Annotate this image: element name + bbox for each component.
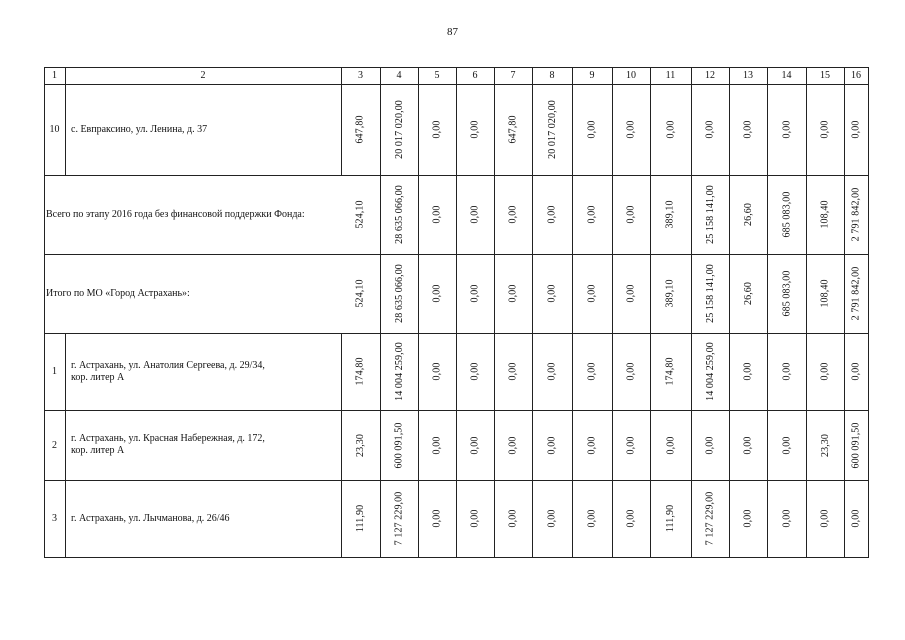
value-cell <box>806 480 844 557</box>
row-label: г. Астрахань, ул. Анатолия Сергеева, д. 29/34, кор. литер А <box>71 359 265 383</box>
value-text: 23,30 <box>355 433 366 457</box>
value-text: 0,00 <box>742 362 754 381</box>
value-cell <box>494 84 532 175</box>
value-text: 0,00 <box>850 120 862 139</box>
value-text: 0,00 <box>507 205 519 224</box>
value-cell <box>380 254 418 333</box>
row-number: 10 <box>49 124 60 135</box>
value-text: 0,00 <box>781 436 792 454</box>
value-cell <box>806 175 844 254</box>
value-cell <box>729 175 767 254</box>
value-text: 0,00 <box>431 120 443 139</box>
summary-label: Всего по этапу 2016 года без финансовой поддержки Фонда: <box>46 208 305 220</box>
value-text: 25 158 141,00 <box>704 264 716 323</box>
value-text: 600 091,50 <box>393 422 405 468</box>
housing-program-table <box>44 67 868 557</box>
value-text: 26,60 <box>742 282 754 305</box>
value-text: 0,00 <box>431 436 443 454</box>
value-text: 108,40 <box>819 279 831 308</box>
value-cell <box>844 254 868 333</box>
value-text: 0,00 <box>625 509 637 528</box>
value-text: 0,00 <box>507 284 519 303</box>
value-cell <box>456 84 494 175</box>
value-cell <box>729 84 767 175</box>
value-cell <box>532 84 572 175</box>
value-text: 108,40 <box>819 200 831 229</box>
value-text: 0,00 <box>431 362 443 381</box>
row-label: г. Астрахань, ул. Лычманова, д. 26/46 <box>71 512 230 524</box>
value-cell <box>612 254 650 333</box>
value-text: 0,00 <box>586 509 598 528</box>
value-cell <box>572 410 612 480</box>
value-cell <box>572 254 612 333</box>
header-cell: 3 <box>358 70 363 81</box>
value-text: 0,00 <box>507 509 519 528</box>
value-cell <box>691 410 729 480</box>
value-cell <box>612 84 650 175</box>
value-cell <box>572 84 612 175</box>
value-text: 0,00 <box>469 284 481 303</box>
value-text: 0,00 <box>507 436 519 454</box>
value-text: 0,00 <box>625 205 637 224</box>
value-cell <box>729 480 767 557</box>
value-cell <box>767 175 806 254</box>
value-cell <box>341 410 380 480</box>
value-cell <box>650 333 691 410</box>
value-text: 0,00 <box>742 509 754 528</box>
value-cell <box>572 175 612 254</box>
value-text: 25 158 141,00 <box>704 185 716 244</box>
value-text: 7 127 229,00 <box>704 491 716 546</box>
value-cell <box>729 410 767 480</box>
value-cell <box>612 480 650 557</box>
value-text: 0,00 <box>742 120 754 139</box>
value-text: 685 083,00 <box>781 191 792 238</box>
value-cell <box>494 333 532 410</box>
page-number: 87 <box>447 26 458 38</box>
value-cell <box>380 84 418 175</box>
value-cell <box>650 480 691 557</box>
header-cell: 6 <box>472 70 478 81</box>
header-cell: 13 <box>743 70 753 81</box>
value-text: 0,00 <box>665 436 676 454</box>
value-cell <box>494 175 532 254</box>
header-cell: 5 <box>434 70 440 81</box>
value-text: 174,80 <box>354 357 366 386</box>
value-text: 20 017 020,00 <box>393 100 405 159</box>
header-cell: 1 <box>52 70 57 81</box>
value-cell <box>418 410 456 480</box>
value-cell <box>418 84 456 175</box>
value-text: 0,00 <box>781 362 792 381</box>
value-cell <box>456 480 494 557</box>
value-cell <box>494 480 532 557</box>
value-cell <box>341 333 380 410</box>
value-cell <box>767 84 806 175</box>
value-cell <box>418 175 456 254</box>
value-text: 23,30 <box>819 433 831 457</box>
value-cell <box>650 84 691 175</box>
value-text: 0,00 <box>781 509 792 528</box>
value-cell <box>844 410 868 480</box>
value-text: 0,00 <box>546 205 558 224</box>
header-cell: 11 <box>665 70 676 81</box>
value-text: 7 127 229,00 <box>393 491 405 546</box>
table-col-border <box>65 333 66 558</box>
value-cell <box>380 333 418 410</box>
value-cell <box>691 175 729 254</box>
value-cell <box>691 333 729 410</box>
value-cell <box>691 84 729 175</box>
value-cell <box>456 175 494 254</box>
header-cell: 14 <box>781 70 792 81</box>
value-cell <box>650 254 691 333</box>
value-cell <box>494 254 532 333</box>
value-text: 0,00 <box>781 120 792 139</box>
value-text: 647,80 <box>354 115 366 144</box>
value-cell <box>341 254 380 333</box>
value-cell <box>418 254 456 333</box>
value-text: 0,00 <box>469 509 481 528</box>
table-col-border <box>868 67 869 558</box>
value-text: 0,00 <box>586 284 598 303</box>
value-text: 0,00 <box>469 362 481 381</box>
value-cell <box>767 410 806 480</box>
value-text: 0,00 <box>546 509 558 528</box>
value-cell <box>532 410 572 480</box>
value-text: 0,00 <box>431 205 443 224</box>
value-cell <box>341 480 380 557</box>
value-text: 0,00 <box>665 120 676 139</box>
value-text: 174,80 <box>664 357 676 386</box>
value-cell <box>341 175 380 254</box>
value-cell <box>456 410 494 480</box>
value-text: 0,00 <box>469 120 481 139</box>
header-cell: 2 <box>200 70 206 81</box>
header-cell: 7 <box>510 70 516 81</box>
value-cell <box>341 84 380 175</box>
value-text: 0,00 <box>469 205 481 224</box>
value-cell <box>532 254 572 333</box>
value-cell <box>729 333 767 410</box>
header-cell: 10 <box>626 70 636 81</box>
row-number: 3 <box>52 513 57 524</box>
value-cell <box>650 410 691 480</box>
value-cell <box>691 254 729 333</box>
value-text: 20 017 020,00 <box>546 100 558 159</box>
value-text: 0,00 <box>431 509 443 528</box>
value-cell <box>806 84 844 175</box>
value-text: 0,00 <box>819 509 831 528</box>
value-text: 0,00 <box>625 436 637 454</box>
value-text: 2 791 842,00 <box>850 187 862 242</box>
value-text: 0,00 <box>704 436 716 454</box>
value-text: 647,80 <box>507 115 519 144</box>
value-cell <box>380 175 418 254</box>
row-label: с. Евпраксино, ул. Ленина, д. 37 <box>71 123 208 135</box>
value-text: 0,00 <box>625 284 637 303</box>
value-text: 0,00 <box>469 436 481 454</box>
value-cell <box>806 410 844 480</box>
header-cell: 12 <box>705 70 715 81</box>
value-cell <box>572 480 612 557</box>
value-text: 26,60 <box>742 203 754 226</box>
value-cell <box>532 333 572 410</box>
value-text: 0,00 <box>586 436 598 454</box>
value-cell <box>572 333 612 410</box>
value-cell <box>844 84 868 175</box>
value-text: 524,10 <box>354 200 366 229</box>
value-cell <box>767 333 806 410</box>
value-cell <box>380 480 418 557</box>
value-text: 0,00 <box>625 362 637 381</box>
value-text: 0,00 <box>819 362 831 381</box>
value-text: 111,90 <box>354 504 366 533</box>
value-text: 524,10 <box>354 279 366 308</box>
summary-label: Итого по МО «Город Астрахань»: <box>46 287 190 299</box>
value-cell <box>767 254 806 333</box>
value-text: 0,00 <box>431 284 443 303</box>
value-cell <box>612 333 650 410</box>
header-cell: 8 <box>549 70 555 81</box>
value-cell <box>691 480 729 557</box>
value-text: 0,00 <box>819 120 831 139</box>
value-text: 28 635 066,00 <box>393 264 405 323</box>
header-cell: 4 <box>396 70 402 81</box>
value-text: 685 083,00 <box>781 270 792 317</box>
value-text: 0,00 <box>586 205 598 224</box>
value-text: 0,00 <box>507 362 519 381</box>
value-text: 14 004 259,00 <box>393 342 405 401</box>
value-text: 0,00 <box>850 509 862 528</box>
row-number: 1 <box>52 366 57 377</box>
value-text: 0,00 <box>742 436 754 454</box>
value-cell <box>806 254 844 333</box>
value-cell <box>380 410 418 480</box>
value-cell <box>767 480 806 557</box>
value-cell <box>650 175 691 254</box>
value-text: 0,00 <box>850 362 862 381</box>
value-text: 111,90 <box>664 504 676 533</box>
value-text: 0,00 <box>546 284 558 303</box>
value-cell <box>532 480 572 557</box>
header-cell: 15 <box>820 70 830 81</box>
value-text: 0,00 <box>546 362 558 381</box>
row-number: 2 <box>52 439 57 451</box>
value-text: 28 635 066,00 <box>393 185 405 244</box>
header-cell: 16 <box>851 70 861 81</box>
value-cell <box>806 333 844 410</box>
value-text: 0,00 <box>546 436 558 454</box>
value-cell <box>494 410 532 480</box>
value-text: 600 091,50 <box>850 422 862 468</box>
value-cell <box>418 333 456 410</box>
value-text: 14 004 259,00 <box>704 342 716 401</box>
value-text: 0,00 <box>704 120 716 139</box>
value-cell <box>612 410 650 480</box>
row-label: г. Астрахань, ул. Красная Набережная, д. 172, кор. литер А <box>71 433 265 456</box>
value-cell <box>844 480 868 557</box>
value-cell <box>418 480 456 557</box>
value-cell <box>844 333 868 410</box>
value-cell <box>844 175 868 254</box>
value-text: 389,10 <box>664 200 676 229</box>
value-cell <box>729 254 767 333</box>
value-text: 389,10 <box>664 279 676 308</box>
value-cell <box>612 175 650 254</box>
value-cell <box>456 254 494 333</box>
header-cell: 9 <box>589 70 595 81</box>
value-text: 0,00 <box>586 362 598 381</box>
value-cell <box>532 175 572 254</box>
value-text: 0,00 <box>625 120 637 139</box>
value-cell <box>456 333 494 410</box>
value-text: 0,00 <box>586 120 598 139</box>
value-text: 2 791 842,00 <box>850 266 862 321</box>
